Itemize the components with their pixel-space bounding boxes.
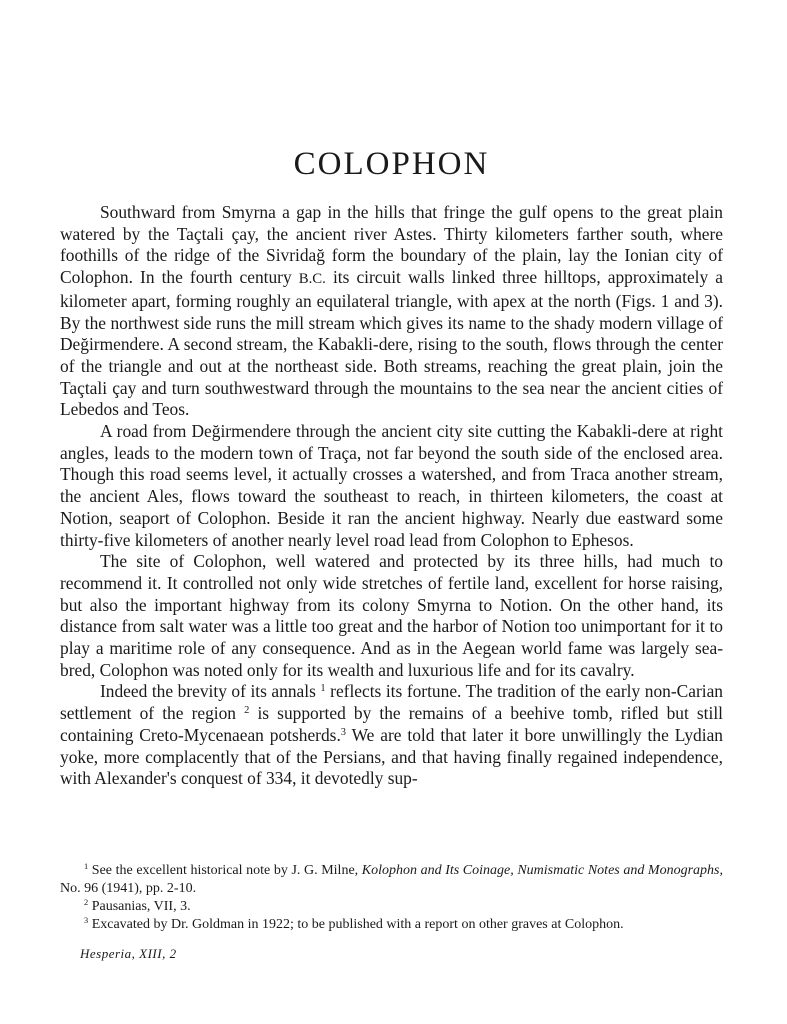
footnote-3-number: 3 (84, 915, 89, 925)
footnote-ref-3[interactable]: 3 (340, 726, 347, 738)
footnote-2-number: 2 (84, 897, 89, 907)
footnote-2 (60, 898, 723, 916)
footnote-1-citation-title: Kolophon and Its Coinage, Numismatic Notes and Monographs, (361, 863, 723, 878)
footnote-3-text: Excavated by Dr. Goldman in 1922; to be published with a report on other graves at Colophon. (88, 917, 624, 932)
page-title: COLOPHON (293, 146, 490, 182)
footnote-1-text-b: No. 96 (1941), pp. 2-10. (60, 881, 197, 896)
running-foot: Hesperia, XIII, 2 (80, 946, 177, 961)
footnote-ref-2[interactable]: 2 (244, 704, 250, 716)
era-abbreviation: B.C. (298, 271, 326, 288)
footnote-1-text-a: See the excellent historical note by J. G. Milne, (88, 863, 362, 878)
paragraph-4-part-c: is supported by the remains of a beehive tomb, rifled but still containing Creto-Mycenaean potsherds. (60, 703, 723, 745)
paragraph-1-part-a: Southward from Smyrna a gap in the hills that fringe the gulf opens to the great plain watered by the Taçtali çay, the ancient river Astes. Thirty kilometers farther south, where foothills of the ridge of the Sivridağ form the boundary of the plain, lay the Ionian city of Colophon. In the fourth century (60, 202, 723, 288)
paragraph-3: The site of Colophon, well watered and protected by its three hills, had much to recommend it. It controlled not only wide stretches of fertile land, excellent for horse raising, but also the important highway from its colony Smyrna to Notion. On the other hand, its distance from salt water was a little too great and the harbor of Notion too unimportant for it to play a maritime role of any consequence. And as in the Aegean world fame was largely sea-bred, Colophon was noted only for its wealth and luxurious life and for its cavalry. (60, 551, 723, 680)
paragraph-4-part-d: We are told that later it bore unwillingly the Lydian yoke, more complacently that of the Persians, and that having finally regained independence, with Alexander's conquest of 334, it devotedly sup- (60, 724, 723, 789)
footnote-1-number: 1 (84, 861, 89, 871)
paragraph-2: A road from Değirmendere through the ancient city site cutting the Kabakli-dere at right angles, leads to the modern town of Traça, not far beyond the south side of the enclosed area. Though this road seems level, it actually crosses a watershed, and from Traca another stream, the ancient Ales, flows toward the southeast to reach, in thirteen kilometers, the coast at Notion, seaport of Colophon. Beside it ran the ancient highway. Nearly due eastward some thirty-five kilometers of another nearly level road lead from Colophon to Ephesos. (60, 421, 723, 550)
footnote-1 (60, 862, 723, 898)
paragraph-1 (60, 202, 723, 421)
footnotes (60, 862, 723, 934)
body-text (60, 202, 723, 790)
paragraph-4 (60, 681, 723, 790)
footnote-2-text: Pausanias, VII, 3. (88, 899, 191, 914)
paragraph-4-part-a: Indeed the brevity of its annals (100, 681, 321, 702)
paragraph-1-part-b: its circuit walls linked three hilltops, approximately a kilometer apart, forming roughly an equilateral triangle, with apex at the north (Figs. 1 and 3). By the northwest side runs the mill stream which gives its name to the shady modern village of Değirmendere. A second stream, the Kabakli-dere, rising to the south, flows through the center of the triangle and out at the northeast side. Both streams, reaching the great plain, join the Taçtali çay and turn southwestward through the mountains to the sea near the ancient cities of Lebedos and Teos. (60, 267, 723, 420)
footnote-3 (60, 916, 723, 934)
footnote-ref-1[interactable]: 1 (320, 683, 326, 695)
paragraph-4-part-b: reflects its fortune. The tradition of the early non-Carian settlement of the region (60, 681, 723, 724)
